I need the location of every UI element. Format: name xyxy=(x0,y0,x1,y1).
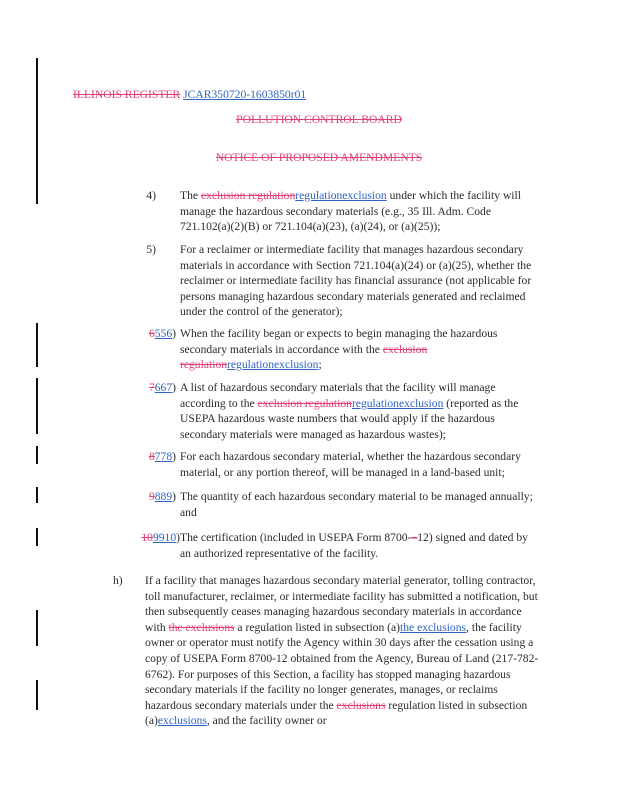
item-text: A list of hazardous secondary materials that the facility will manage according to the exclusion regulationregulationexclusion (reported as the USEPA hazardous waste numbers that would apply if the hazardous secondary materials were managed as hazardous wastes); xyxy=(180,381,519,441)
change-bar xyxy=(36,58,38,204)
change-bar xyxy=(36,487,38,503)
change-bar xyxy=(36,446,38,464)
change-bar xyxy=(36,610,38,646)
register-deleted: ILLINOIS REGISTER xyxy=(73,88,181,101)
notice-title: NOTICE OF PROPOSED AMENDMENTS xyxy=(215,151,423,164)
item-number: 5) xyxy=(146,243,156,256)
board-title: POLLUTION CONTROL BOARD xyxy=(236,113,402,126)
register-header xyxy=(73,87,306,103)
item-text: The exclusion regulationregulationexclusion under which the facility will manage the hazardous secondary materials (e.g., 35 Ill. Adm. Code 721.102(a)(2)(B) or 721.104(a)(23), (a)(24), or (a)(25)); xyxy=(180,189,521,234)
item-text: When the facility began or expects to begin managing the hazardous secondary materials in accordance with the exclusion regulationregulationexclusion; xyxy=(180,327,498,372)
item-number: 109910) xyxy=(141,531,180,544)
item-text: For a reclaimer or intermediate facility that manages hazardous secondary materials in accordance with Section 721.104(a)(24) or (a)(25), whether the reclaimer or intermediate facility has financial assurance (not applicable for persons managing hazardous secondary materials generated and reclaimed under the control of the generator); xyxy=(180,243,532,319)
item-number: 7667) xyxy=(148,381,176,394)
item-number: 6556) xyxy=(148,327,176,340)
change-bar xyxy=(36,378,38,434)
item-text: For each hazardous secondary material, whether the hazardous secondary material, or any portion thereof, will be managed in a land-based unit; xyxy=(180,450,521,479)
item-number: 4) xyxy=(146,189,156,202)
item-text: The quantity of each hazardous secondary material to be managed annually; and xyxy=(180,490,533,519)
change-bar xyxy=(36,323,38,367)
item-number: 8778) xyxy=(148,450,176,463)
change-bar xyxy=(36,680,38,710)
item-text: The certification (included in USEPA Form 8700-–12) signed and dated by an authorized representative of the facility. xyxy=(180,531,528,560)
item-number: 9889) xyxy=(148,490,176,503)
subsection-label: h) xyxy=(113,574,123,587)
subsection-text: If a facility that manages hazardous secondary material generator, tolling contractor, toll manufacturer, reclaimer, or intermediate facility has submitted a notification, but then subsequently ceases managing hazardous secondary materials in accordance with the exclusions a regulation listed in subsection (a)the exclusions, the facility owner or operator must notify the Agency within 30 days after the cessation using a copy of USEPA Form 8700-12 obtained from the Agency, Bureau of Land (217-782-6762). For purposes of this Section, a facility has stopped managing hazardous secondary materials if the facility no longer generates, manages, or reclaims hazardous secondary materials under the exclusions regulation listed in subsection (a)exclusions, and the facility owner or xyxy=(145,574,539,728)
change-bar xyxy=(36,528,38,546)
register-inserted: JCAR350720-1603850r01 xyxy=(183,88,307,101)
